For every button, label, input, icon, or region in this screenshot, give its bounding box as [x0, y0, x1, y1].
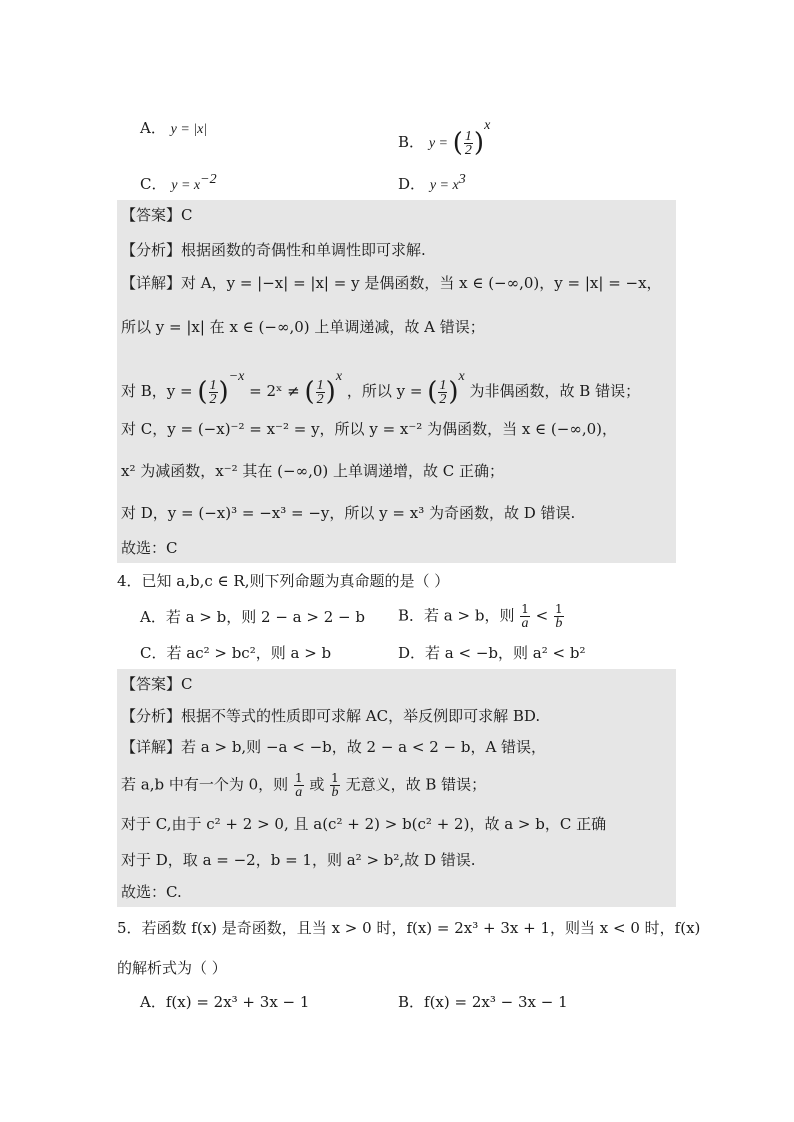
denominator: 2 [439, 391, 447, 407]
denominator: b [555, 616, 563, 631]
q3-option-d [398, 170, 466, 196]
text: 为非偶函数，故 B 错误； [469, 382, 641, 400]
q4-option-c: C．若 ac² > bc²，则 a > b [140, 644, 332, 662]
fraction [316, 379, 325, 406]
solution-4-detail-4: 对于 D，取 a = −2，b = 1，则 a² > b²,故 D 错误. [121, 851, 476, 869]
q5-option-a: A．f(x) = 2x³ + 3x − 1 [140, 993, 310, 1011]
paren-close: ) [218, 377, 229, 407]
fraction [330, 772, 340, 799]
solution-3-detail-1: 【详解】对 A，y = |−x| = |x| = y 是偶函数，当 x ∈ (−∞,0)，y = |x| = −x， [121, 274, 662, 292]
solution-3-detail-6: 对 D，y = (−x)³ = −x³ = −y，所以 y = x³ 为奇函数，故 D 错误. [121, 504, 576, 522]
exponent: −2 [200, 172, 217, 187]
text: ，所以 y = [346, 382, 423, 400]
solution-4-detail-2 [121, 772, 486, 799]
numerator: 1 [316, 377, 324, 393]
numerator: 1 [464, 128, 472, 144]
fraction [294, 772, 304, 799]
exponent: x [484, 118, 491, 133]
q4-option-d: D．若 a < −b，则 a² < b² [398, 644, 586, 662]
denominator: 2 [209, 391, 217, 407]
denominator: 2 [464, 142, 472, 158]
solution-3-detail-5: x² 为减函数，x⁻² 其在 (−∞,0) 上单调递增，故 C 正确； [121, 462, 505, 480]
numerator: 1 [294, 771, 303, 785]
paren-open: ( [427, 377, 438, 407]
q4-option-b [398, 603, 565, 630]
fraction [438, 379, 447, 406]
numerator: 1 [521, 602, 529, 616]
option-label: A． [140, 119, 166, 137]
text: 若 a,b 中有一个为 0，则 [121, 775, 289, 794]
paren-close: ) [473, 128, 485, 158]
option-expr: y = x [429, 178, 459, 193]
solution-4-detail-1: 【详解】若 a > b,则 −a < −b，故 2 − a < 2 − b，A 错误， [121, 738, 547, 756]
option-label: B． [398, 133, 425, 151]
option-expr: y = |x| [170, 122, 208, 137]
fraction [464, 130, 473, 157]
q4-option-a: A．若 a > b，则 2 − a > 2 − b [140, 608, 365, 626]
less-than: < [535, 606, 549, 625]
denominator: b [331, 785, 339, 800]
q5-stem-line-2: 的解析式为（ ） [117, 959, 227, 977]
paren-open: ( [197, 377, 208, 407]
q4-stem: 4．已知 a,b,c ∈ R,则下列命题为真命题的是（ ） [117, 572, 450, 590]
option-label: D． [398, 175, 426, 193]
exponent: x [335, 369, 343, 384]
denominator: a [521, 616, 529, 631]
solution-4-answer: 【答案】C [121, 675, 193, 693]
numerator: 1 [209, 377, 217, 393]
q3-option-a [140, 118, 207, 140]
solution-3-answer: 【答案】C [121, 206, 193, 224]
denominator: a [295, 785, 303, 800]
numerator: 1 [439, 377, 447, 393]
solution-3-choice: 故选：C [121, 539, 178, 557]
exponent: −x [228, 369, 245, 384]
denominator: 2 [316, 391, 324, 407]
solution-3-detail-4: 对 C，y = (−x)⁻² = x⁻² = y，所以 y = x⁻² 为偶函数，当 x ∈ (−∞,0)， [121, 420, 618, 438]
solution-3-detail-3 [121, 367, 640, 406]
exponent: x [458, 369, 465, 384]
option-expr: y = [428, 136, 448, 151]
q5-stem-line-1: 5．若函数 f(x) 是奇函数，且当 x > 0 时，f(x) = 2x³ + 3x + 1，则当 x < 0 时，f(x) [117, 919, 701, 937]
text: 无意义，故 B 错误； [345, 775, 487, 794]
option-text: B．若 a > b，则 [398, 606, 515, 625]
option-expr: y = x [171, 178, 201, 193]
text: = 2ˣ ≠ [249, 382, 300, 400]
solution-3-detail-2: 所以 y = |x| 在 x ∈ (−∞,0) 上单调递减，故 A 错误； [121, 318, 485, 336]
fraction [554, 603, 564, 630]
exponent: 3 [458, 172, 466, 187]
fraction [520, 603, 530, 630]
fraction [209, 379, 218, 406]
paren-close: ) [448, 377, 459, 407]
paren-open: ( [304, 377, 315, 407]
option-label: C． [140, 175, 167, 193]
numerator: 1 [331, 771, 339, 785]
q3-option-b [398, 116, 490, 157]
solution-3-analysis: 【分析】根据函数的奇偶性和单调性即可求解. [121, 241, 426, 259]
text: 对 B，y = [121, 382, 193, 400]
paren-close: ) [325, 377, 336, 407]
q3-option-c [140, 170, 217, 196]
solution-4-choice: 故选：C. [121, 883, 182, 901]
text: 或 [309, 775, 325, 794]
solution-4-analysis: 【分析】根据不等式的性质即可求解 AC，举反例即可求解 BD. [121, 707, 541, 725]
solution-4-detail-3: 对于 C,由于 c² + 2 > 0, 且 a(c² + 2) > b(c² + 2)，故 a > b，C 正确 [121, 815, 607, 833]
q5-option-b: B．f(x) = 2x³ − 3x − 1 [398, 993, 568, 1011]
numerator: 1 [555, 602, 563, 616]
paren-open: ( [452, 128, 463, 158]
